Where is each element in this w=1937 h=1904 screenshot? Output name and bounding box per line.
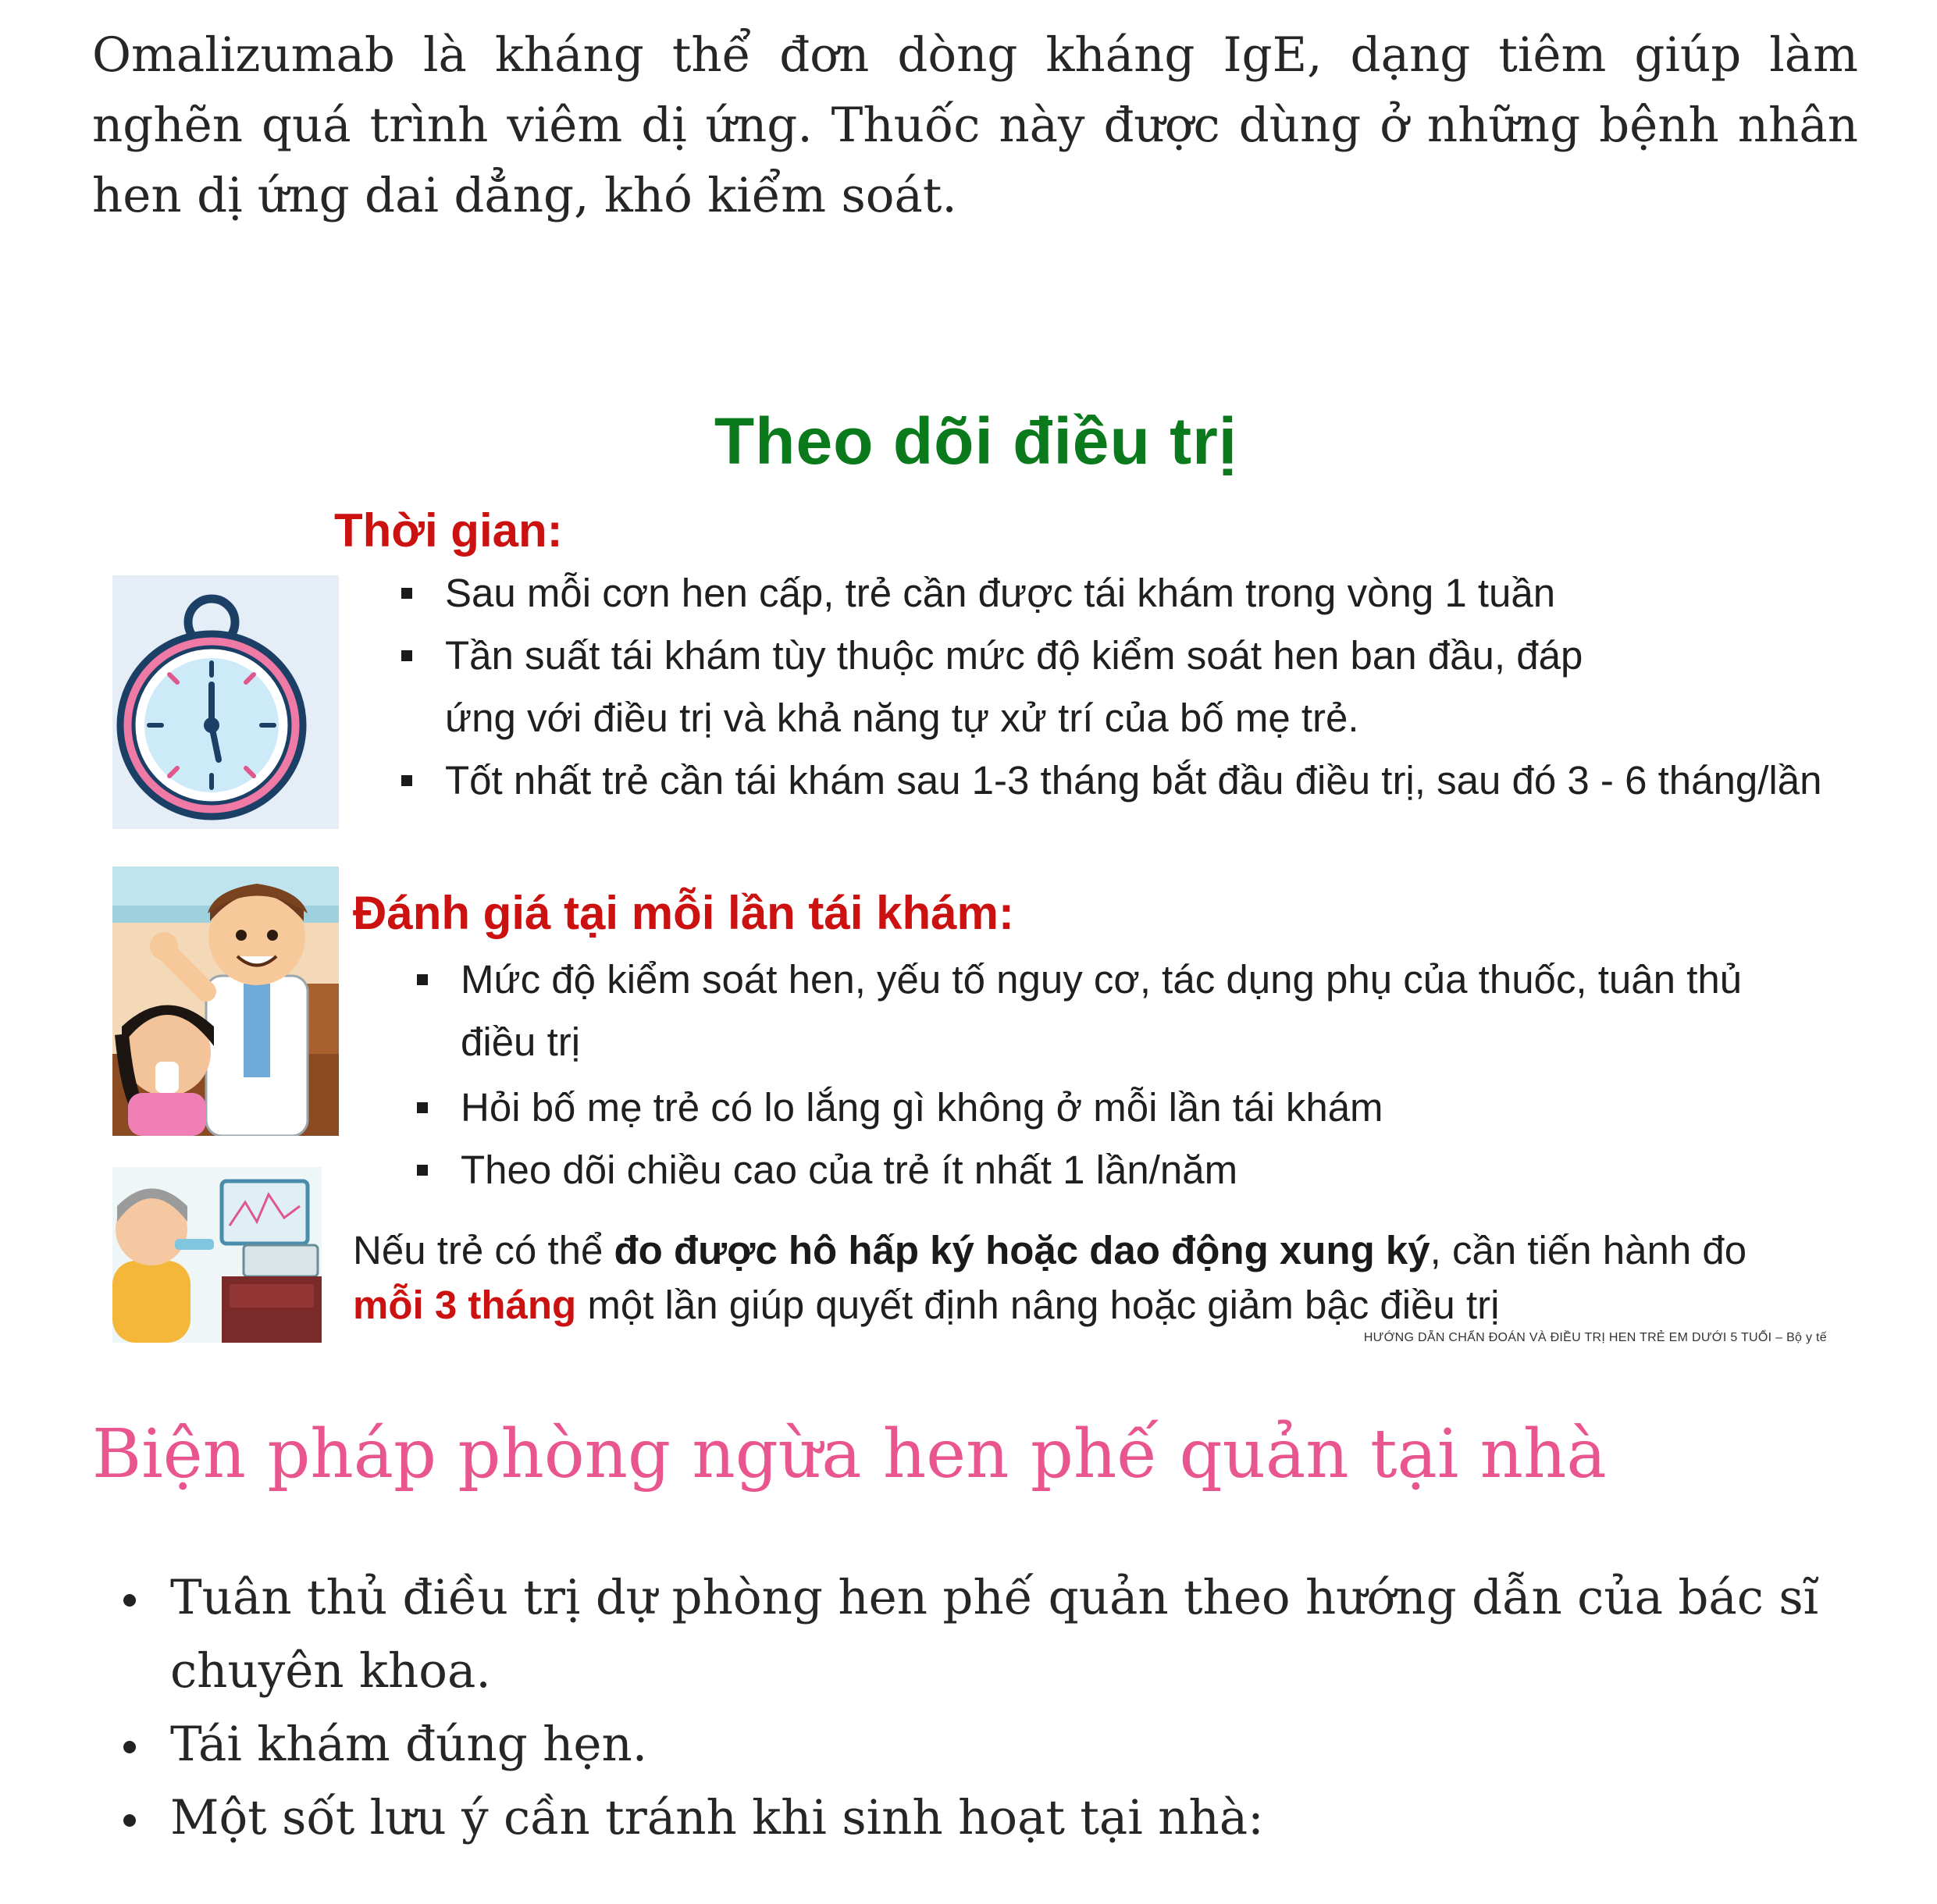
assessment-heading: Đánh giá tại mỗi lần tái khám: bbox=[353, 887, 1014, 939]
list-item: Một sốt lưu ý cần tránh khi sinh hoạt tại nhà: bbox=[92, 1781, 1857, 1855]
time-item: Tần suất tái khám tùy thuộc mức độ kiểm soát hen ban đầu, đáp ứng với điều trị và khả năng tự xử trí của bố mẹ trẻ. bbox=[398, 625, 1647, 749]
time-item: Sau mỗi cơn hen cấp, trẻ cần được tái khám trong vòng 1 tuần bbox=[398, 562, 1835, 625]
list-item: Tái khám đúng hẹn. bbox=[92, 1708, 1857, 1781]
assessment-list bbox=[414, 948, 1835, 1201]
stopwatch-icon bbox=[112, 575, 339, 829]
time-list bbox=[398, 562, 1835, 812]
spirometry-illustration bbox=[112, 1167, 322, 1343]
infographic-title: Theo dõi điều trị bbox=[714, 404, 1238, 478]
section-heading: Biện pháp phòng ngừa hen phế quản tại nhà bbox=[92, 1415, 1607, 1493]
measurement-note bbox=[353, 1223, 1821, 1333]
assessment-item: Hỏi bố mẹ trẻ có lo lắng gì không ở mỗi lần tái khám bbox=[414, 1077, 1835, 1139]
doctor-child-illustration bbox=[112, 867, 339, 1136]
time-item: Tốt nhất trẻ cần tái khám sau 1-3 tháng bắt đầu điều trị, sau đó 3 - 6 tháng/lần bbox=[398, 749, 1850, 812]
assessment-item: Theo dõi chiều cao của trẻ ít nhất 1 lần/năm bbox=[414, 1139, 1835, 1201]
source-citation: HƯỚNG DẪN CHẨN ĐOÁN VÀ ĐIỀU TRỊ HEN TRẺ EM DƯỚI 5 TUỔI – Bộ y tế bbox=[1363, 1331, 1827, 1344]
assessment-item: Mức độ kiểm soát hen, yếu tố nguy cơ, tác dụng phụ của thuốc, tuân thủ điều trị bbox=[414, 948, 1788, 1073]
list-item: Tuân thủ điều trị dự phòng hen phế quản theo hướng dẫn của bác sĩ chuyên khoa. bbox=[92, 1561, 1857, 1708]
note-text: Nếu trẻ có thể bbox=[353, 1228, 614, 1272]
note-bold-text: đo được hô hấp ký hoặc dao động xung ký bbox=[614, 1228, 1430, 1272]
time-heading: Thời gian: bbox=[334, 504, 563, 557]
note-text: một lần giúp quyết định nâng hoặc giảm bậc điều trị bbox=[576, 1283, 1500, 1327]
note-highlight: mỗi 3 tháng bbox=[353, 1283, 577, 1327]
treatment-monitoring-infographic bbox=[109, 394, 1843, 1362]
note-text: , cần tiến hành đo bbox=[1430, 1228, 1747, 1272]
prevention-list bbox=[92, 1561, 1857, 1855]
intro-paragraph: Omalizumab là kháng thể đơn dòng kháng IgE, dạng tiêm giúp làm nghẽn quá trình viêm dị ứng. Thuốc này được dùng ở những bệnh nhân hen dị ứng dai dẳng, khó kiểm soát. bbox=[92, 27, 1858, 223]
